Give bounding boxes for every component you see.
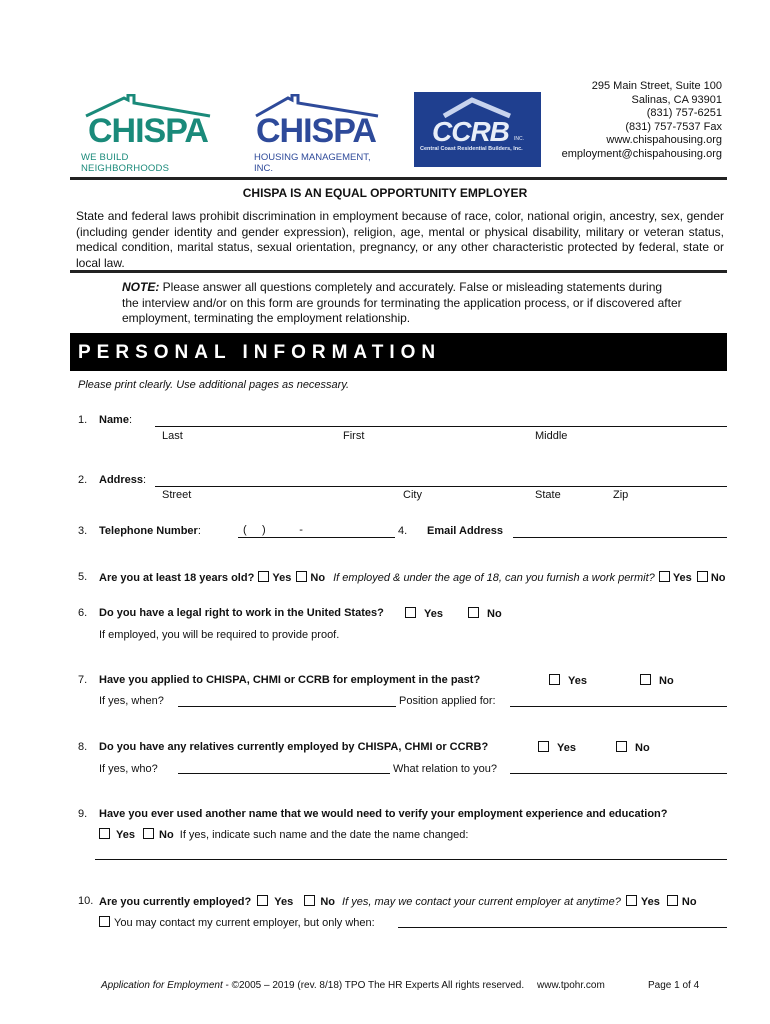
email-input[interactable] (513, 537, 727, 538)
chispa-housing-logo-name: CHISPA (256, 112, 376, 150)
q8-no-option (616, 741, 650, 754)
q7-number: 7. (78, 674, 88, 686)
contact-website[interactable]: www.chispahousing.org (606, 134, 722, 146)
note-block (122, 280, 682, 327)
q5-yes-label: Yes (272, 572, 292, 584)
contact-no-label: No (681, 896, 697, 908)
header-divider (70, 177, 727, 180)
q6-yes-option (405, 607, 443, 620)
contact-no-checkbox[interactable] (667, 895, 678, 906)
section-title: PERSONAL INFORMATION (78, 342, 442, 363)
telephone-input[interactable] (238, 524, 395, 538)
footer (101, 980, 524, 991)
q8-number: 8. (78, 741, 88, 753)
name-middle-caption: Middle (535, 430, 568, 442)
q8-no-checkbox[interactable] (616, 741, 627, 752)
q3-label: Telephone Number: (99, 525, 201, 537)
page-number: Page 1 of 4 (648, 980, 700, 991)
name-last-caption: Last (162, 430, 183, 442)
q8-label: Do you have any relatives currently employed by CHISPA, CHMI or CCRB? (99, 741, 489, 753)
q10-yes-label: Yes (274, 896, 294, 908)
permit-no-checkbox[interactable] (697, 571, 708, 582)
contact-info (500, 80, 722, 161)
contact-city: Salinas, CA 93901 (631, 93, 722, 106)
q9-options (99, 828, 468, 841)
eoe-text: State and federal laws prohibit discrimination in employment because of race, color, national origin, ancestry, sex, gender (including gender identity and gender expression), religion, age, mental or physical disability, military or veteran status, medical condition, marital status, sexual orientation, pregnancy, or any other characteristic protected by federal, state or local law. (76, 209, 724, 270)
address-city-caption: City (403, 489, 422, 501)
q9-name-input[interactable] (95, 859, 727, 860)
chispa-logo-tagline: WE BUILD NEIGHBORHOODS (81, 152, 170, 174)
q7-no-checkbox[interactable] (640, 674, 651, 685)
q10-label: Are you currently employed? (99, 896, 252, 908)
q7-when-input[interactable] (178, 706, 396, 707)
contact-yes-label: Yes (640, 896, 660, 908)
contact-phone: (831) 757-6251 (646, 107, 722, 119)
q8-who-input[interactable] (178, 773, 390, 774)
chispa-housing-logo-tagline: HOUSING MANAGEMENT, INC. (254, 152, 371, 174)
q7-when-label: If yes, when? (99, 695, 164, 707)
q10-row (99, 895, 697, 908)
q6-yes-checkbox[interactable] (405, 607, 416, 618)
q10-no-label: No (320, 896, 335, 908)
eoe-divider (70, 270, 727, 273)
chispa-logo-name: CHISPA (88, 112, 208, 150)
q5-no-label: No (310, 572, 326, 584)
q9-ifyes-label: If yes, indicate such name and the date the name changed: (179, 829, 469, 841)
q9-yes-checkbox[interactable] (99, 828, 110, 839)
ccrb-logo-name: CCRB (432, 116, 509, 147)
q8-yes-label: Yes (557, 742, 576, 754)
permit-no-label: No (710, 572, 726, 584)
address-state-caption: State (535, 489, 561, 501)
chispa-logo (78, 94, 213, 174)
q10-number: 10. (78, 895, 94, 907)
q5-yes-checkbox[interactable] (258, 571, 269, 582)
q10-only-when-row (99, 916, 375, 929)
q9-label: Have you ever used another name that we would need to verify your employment experience and education? (99, 808, 668, 820)
address-input[interactable] (155, 486, 727, 487)
permit-yes-label: Yes (672, 572, 692, 584)
q7-label: Have you applied to CHISPA, CHMI or CCRB for employment in the past? (99, 674, 481, 686)
q7-position-label: Position applied for: (399, 695, 496, 707)
ccrb-logo-suffix: INC. (514, 136, 524, 142)
phone-mask: ( ) - (243, 524, 303, 536)
q7-no-label: No (659, 675, 674, 687)
chispa-housing-logo (252, 94, 382, 174)
q8-relation-input[interactable] (510, 773, 727, 774)
q9-yes-label: Yes (116, 829, 135, 841)
name-input[interactable] (155, 426, 727, 427)
q7-position-input[interactable] (510, 706, 727, 707)
q6-number: 6. (78, 607, 88, 619)
q10-yes-checkbox[interactable] (257, 895, 268, 906)
q7-yes-option (549, 674, 587, 687)
only-when-input[interactable] (398, 927, 727, 928)
q5-permit-label: If employed & under the age of 18, can you furnish a work permit? (333, 572, 655, 584)
q5-label: Are you at least 18 years old? (99, 572, 255, 584)
note-text: Please answer all questions completely and accurately. False or misleading statements during the interview and/or on this form are grounds for terminating the application process, or if discovered after employment, terminating the employment relationship. (122, 280, 682, 325)
note-label: NOTE: (122, 280, 160, 294)
footer-url[interactable]: www.tpohr.com (537, 980, 605, 991)
q10-no-checkbox[interactable] (304, 895, 315, 906)
q5-row (99, 571, 726, 584)
q1-label: Name: (99, 414, 133, 426)
q2-label: Address: (99, 474, 147, 486)
q8-no-label: No (635, 742, 650, 754)
q9-no-label: No (159, 829, 174, 841)
q10-contact-label: If yes, may we contact your current employer at anytime? (342, 896, 621, 908)
q8-relation-label: What relation to you? (393, 763, 497, 775)
address-zip-caption: Zip (613, 489, 629, 501)
section-header (70, 333, 727, 371)
q5-number: 5. (78, 571, 88, 583)
q8-who-label: If yes, who? (99, 763, 158, 775)
q4-number: 4. (398, 525, 408, 537)
q4-label: Email Address (427, 525, 504, 537)
section-instructions: Please print clearly. Use additional pages as necessary. (78, 379, 350, 391)
footer-copyright: - ©2005 – 2019 (rev. 8/18) TPO The HR Experts All rights reserved. (222, 980, 525, 991)
q7-no-option (640, 674, 674, 687)
q7-yes-checkbox[interactable] (549, 674, 560, 685)
permit-yes-checkbox[interactable] (659, 571, 670, 582)
q6-note: If employed, you will be required to provide proof. (99, 629, 340, 641)
q6-yes-label: Yes (424, 608, 443, 620)
eoe-title: CHISPA IS AN EQUAL OPPORTUNITY EMPLOYER (242, 186, 528, 200)
only-when-label: You may contact my current employer, but only when: (114, 917, 375, 929)
footer-app-name: Application for Employment (101, 980, 223, 991)
q3-number: 3. (78, 525, 88, 537)
q7-yes-label: Yes (568, 675, 587, 687)
q6-no-label: No (487, 608, 502, 620)
q8-yes-option (538, 741, 576, 754)
q2-number: 2. (78, 474, 88, 486)
q9-number: 9. (78, 808, 88, 820)
contact-address: 295 Main Street, Suite 100 (591, 80, 722, 92)
q8-yes-checkbox[interactable] (538, 741, 549, 752)
contact-yes-checkbox[interactable] (626, 895, 637, 906)
contact-fax: (831) 757-7537 Fax (625, 120, 722, 133)
q1-number: 1. (78, 414, 88, 426)
ccrb-logo-tagline: Central Coast Residential Builders, Inc. (420, 146, 523, 152)
name-first-caption: First (343, 430, 365, 442)
q6-label: Do you have a legal right to work in the United States? (99, 607, 384, 619)
q9-no-checkbox[interactable] (143, 828, 154, 839)
q6-no-checkbox[interactable] (468, 607, 479, 618)
only-when-checkbox[interactable] (99, 916, 110, 927)
q5-no-checkbox[interactable] (296, 571, 307, 582)
q6-no-option (468, 607, 502, 620)
contact-email[interactable]: employment@chispahousing.org (561, 147, 722, 160)
address-street-caption: Street (162, 489, 192, 501)
